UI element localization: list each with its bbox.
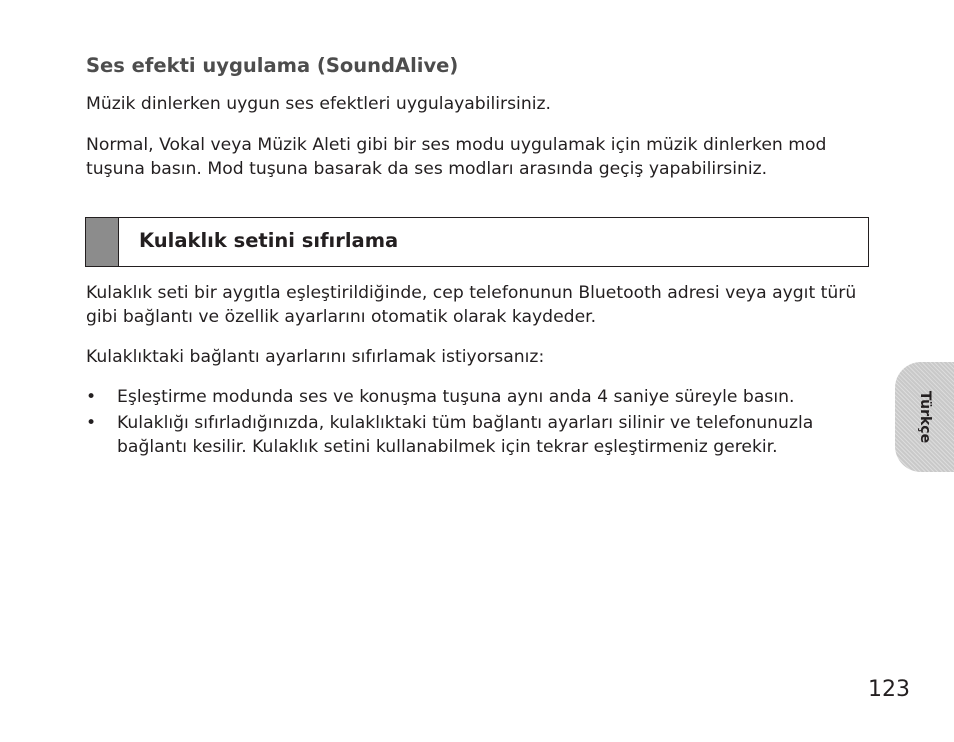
bullet-marker: • [86,387,97,407]
paragraph-reset-intro: Kulaklıktaki bağlantı ayarlarını sıfırlamak istiyorsanız: [86,347,545,367]
bullet-marker: • [86,413,97,433]
page-number: 123 [868,677,910,702]
section-title: Kulaklık setini sıfırlama [139,229,399,252]
section-title-bar [85,217,869,267]
list-item [86,385,846,409]
paragraph-sound-modes: Normal, Vokal veya Müzik Aleti gibi bir ses modu uygulamak için müzik dinlerken mod tuşuna basın. Mod tuşuna basarak da ses modları arasında geçiş yapabilirsiniz. [86,135,827,179]
list-item-text: Eşleştirme modunda ses ve konuşma tuşuna aynı anda 4 saniye süreyle basın. [117,387,795,407]
language-label: Türkçe [916,390,933,444]
subsection-heading: Ses efekti uygulama (SoundAlive) [86,54,459,77]
reset-steps-list [86,385,846,461]
list-item-text: Kulaklığı sıfırladığınızda, kulaklıktaki tüm bağlantı ayarları silinir ve telefonunuzla bağlantı kesilir. Kulaklık setini kullanabilmek için tekrar eşleştirmeniz gerekir. [117,413,814,457]
list-item [86,411,846,459]
language-tab [895,362,954,472]
paragraph-pairing-info: Kulaklık seti bir aygıtla eşleştirildiğinde, cep telefonunun Bluetooth adresi veya aygıt türü gibi bağlantı ve özellik ayarlarını otomatik olarak kaydeder. [86,283,857,327]
paragraph-intro: Müzik dinlerken uygun ses efektleri uygulayabilirsiniz. [86,94,551,114]
section-marker [86,218,119,266]
